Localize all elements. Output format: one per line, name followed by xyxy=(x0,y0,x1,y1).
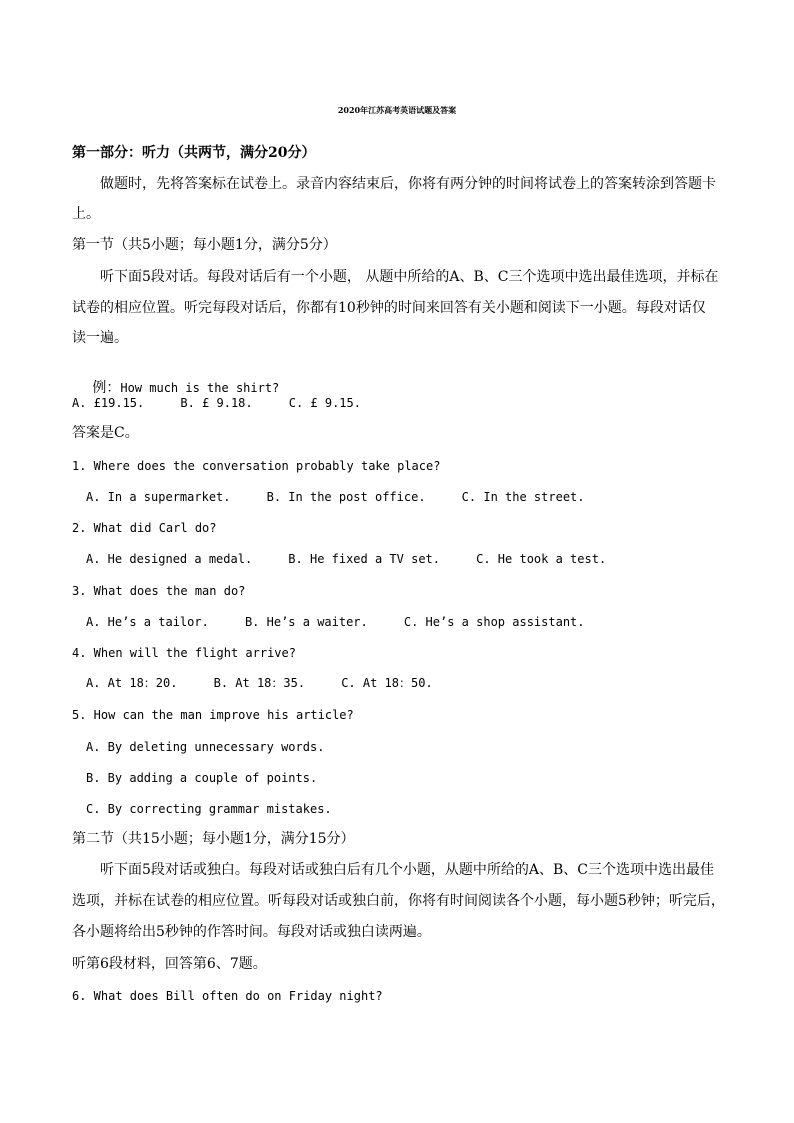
example-label: 例： xyxy=(92,380,121,396)
question-5-option-a: A. By deleting unnecessary words. xyxy=(86,740,325,754)
question-4-options: A. At 18：20. B. At 18：35. C. At 18：50. xyxy=(86,676,433,690)
section2-instructions: 听下面5段对话或独白。每段对话或独白后有几个小题，从题中所给的A、B、C三个选项中选出最佳 xyxy=(100,862,715,878)
question-6: 6. What does Bill often do on Friday night? xyxy=(72,989,383,1003)
question-3: 3. What does the man do? xyxy=(72,584,246,598)
material-6-heading: 听第6段材料，回答第6、7题。 xyxy=(72,956,267,972)
section2-instructions-cont: 选项，并标在试卷的相应位置。听每段对话或独白前，你将有时间阅读各个小题，每小题5秒钟；听完后， xyxy=(72,893,725,909)
question-1-options: A. In a supermarket. B. In the post office. C. In the street. xyxy=(86,490,585,504)
example-options: A. £19.15. B. £ 9.18. C. £ 9.15. xyxy=(72,396,361,410)
example-answer: 答案是C。 xyxy=(72,425,139,441)
section1-instructions-end: 读一遍。 xyxy=(72,330,128,346)
question-3-options: A. He’s a tailor. B. He’s a waiter. C. He’s a shop assistant. xyxy=(86,615,585,629)
question-2-options: A. He designed a medal. B. He fixed a TV set. C. He took a test. xyxy=(86,552,607,566)
page-title: 2020年江苏高考英语试题及答案 xyxy=(337,105,457,115)
question-5-option-c: C. By correcting grammar mistakes. xyxy=(86,802,332,816)
intro-text-cont: 上。 xyxy=(72,206,100,222)
question-2: 2. What did Carl do? xyxy=(72,521,217,535)
section2-heading: 第二节（共15小题；每小题1分，满分15分） xyxy=(72,831,355,847)
example-question-text: How much is the shirt? xyxy=(120,381,280,395)
question-5: 5. How can the man improve his article? xyxy=(72,708,354,722)
section2-instructions-end: 各小题将给出5秒钟的作答时间。每段对话或独白读两遍。 xyxy=(72,924,431,940)
section1-heading: 第一节（共5小题；每小题1分，满分5分） xyxy=(72,237,337,253)
question-4: 4. When will the flight arrive? xyxy=(72,646,296,660)
section1-instructions-cont: 试卷的相应位置。听完每段对话后，你都有10秒钟的时间来回答有关小题和阅读下一小题。每段对话仅 xyxy=(72,300,706,316)
question-5-option-b: B. By adding a couple of points. xyxy=(86,771,318,785)
part1-heading: 第一部分：听力（共两节，满分20分） xyxy=(72,145,316,161)
section1-instructions: 听下面5段对话。每段对话后有一个小题， 从题中所给的A、B、C三个选项中选出最佳选项，并标在 xyxy=(100,269,719,285)
intro-text: 做题时，先将答案标在试卷上。录音内容结束后，你将有两分钟的时间将试卷上的答案转涂到答题卡 xyxy=(100,176,716,192)
question-1: 1. Where does the conversation probably take place? xyxy=(72,459,441,473)
